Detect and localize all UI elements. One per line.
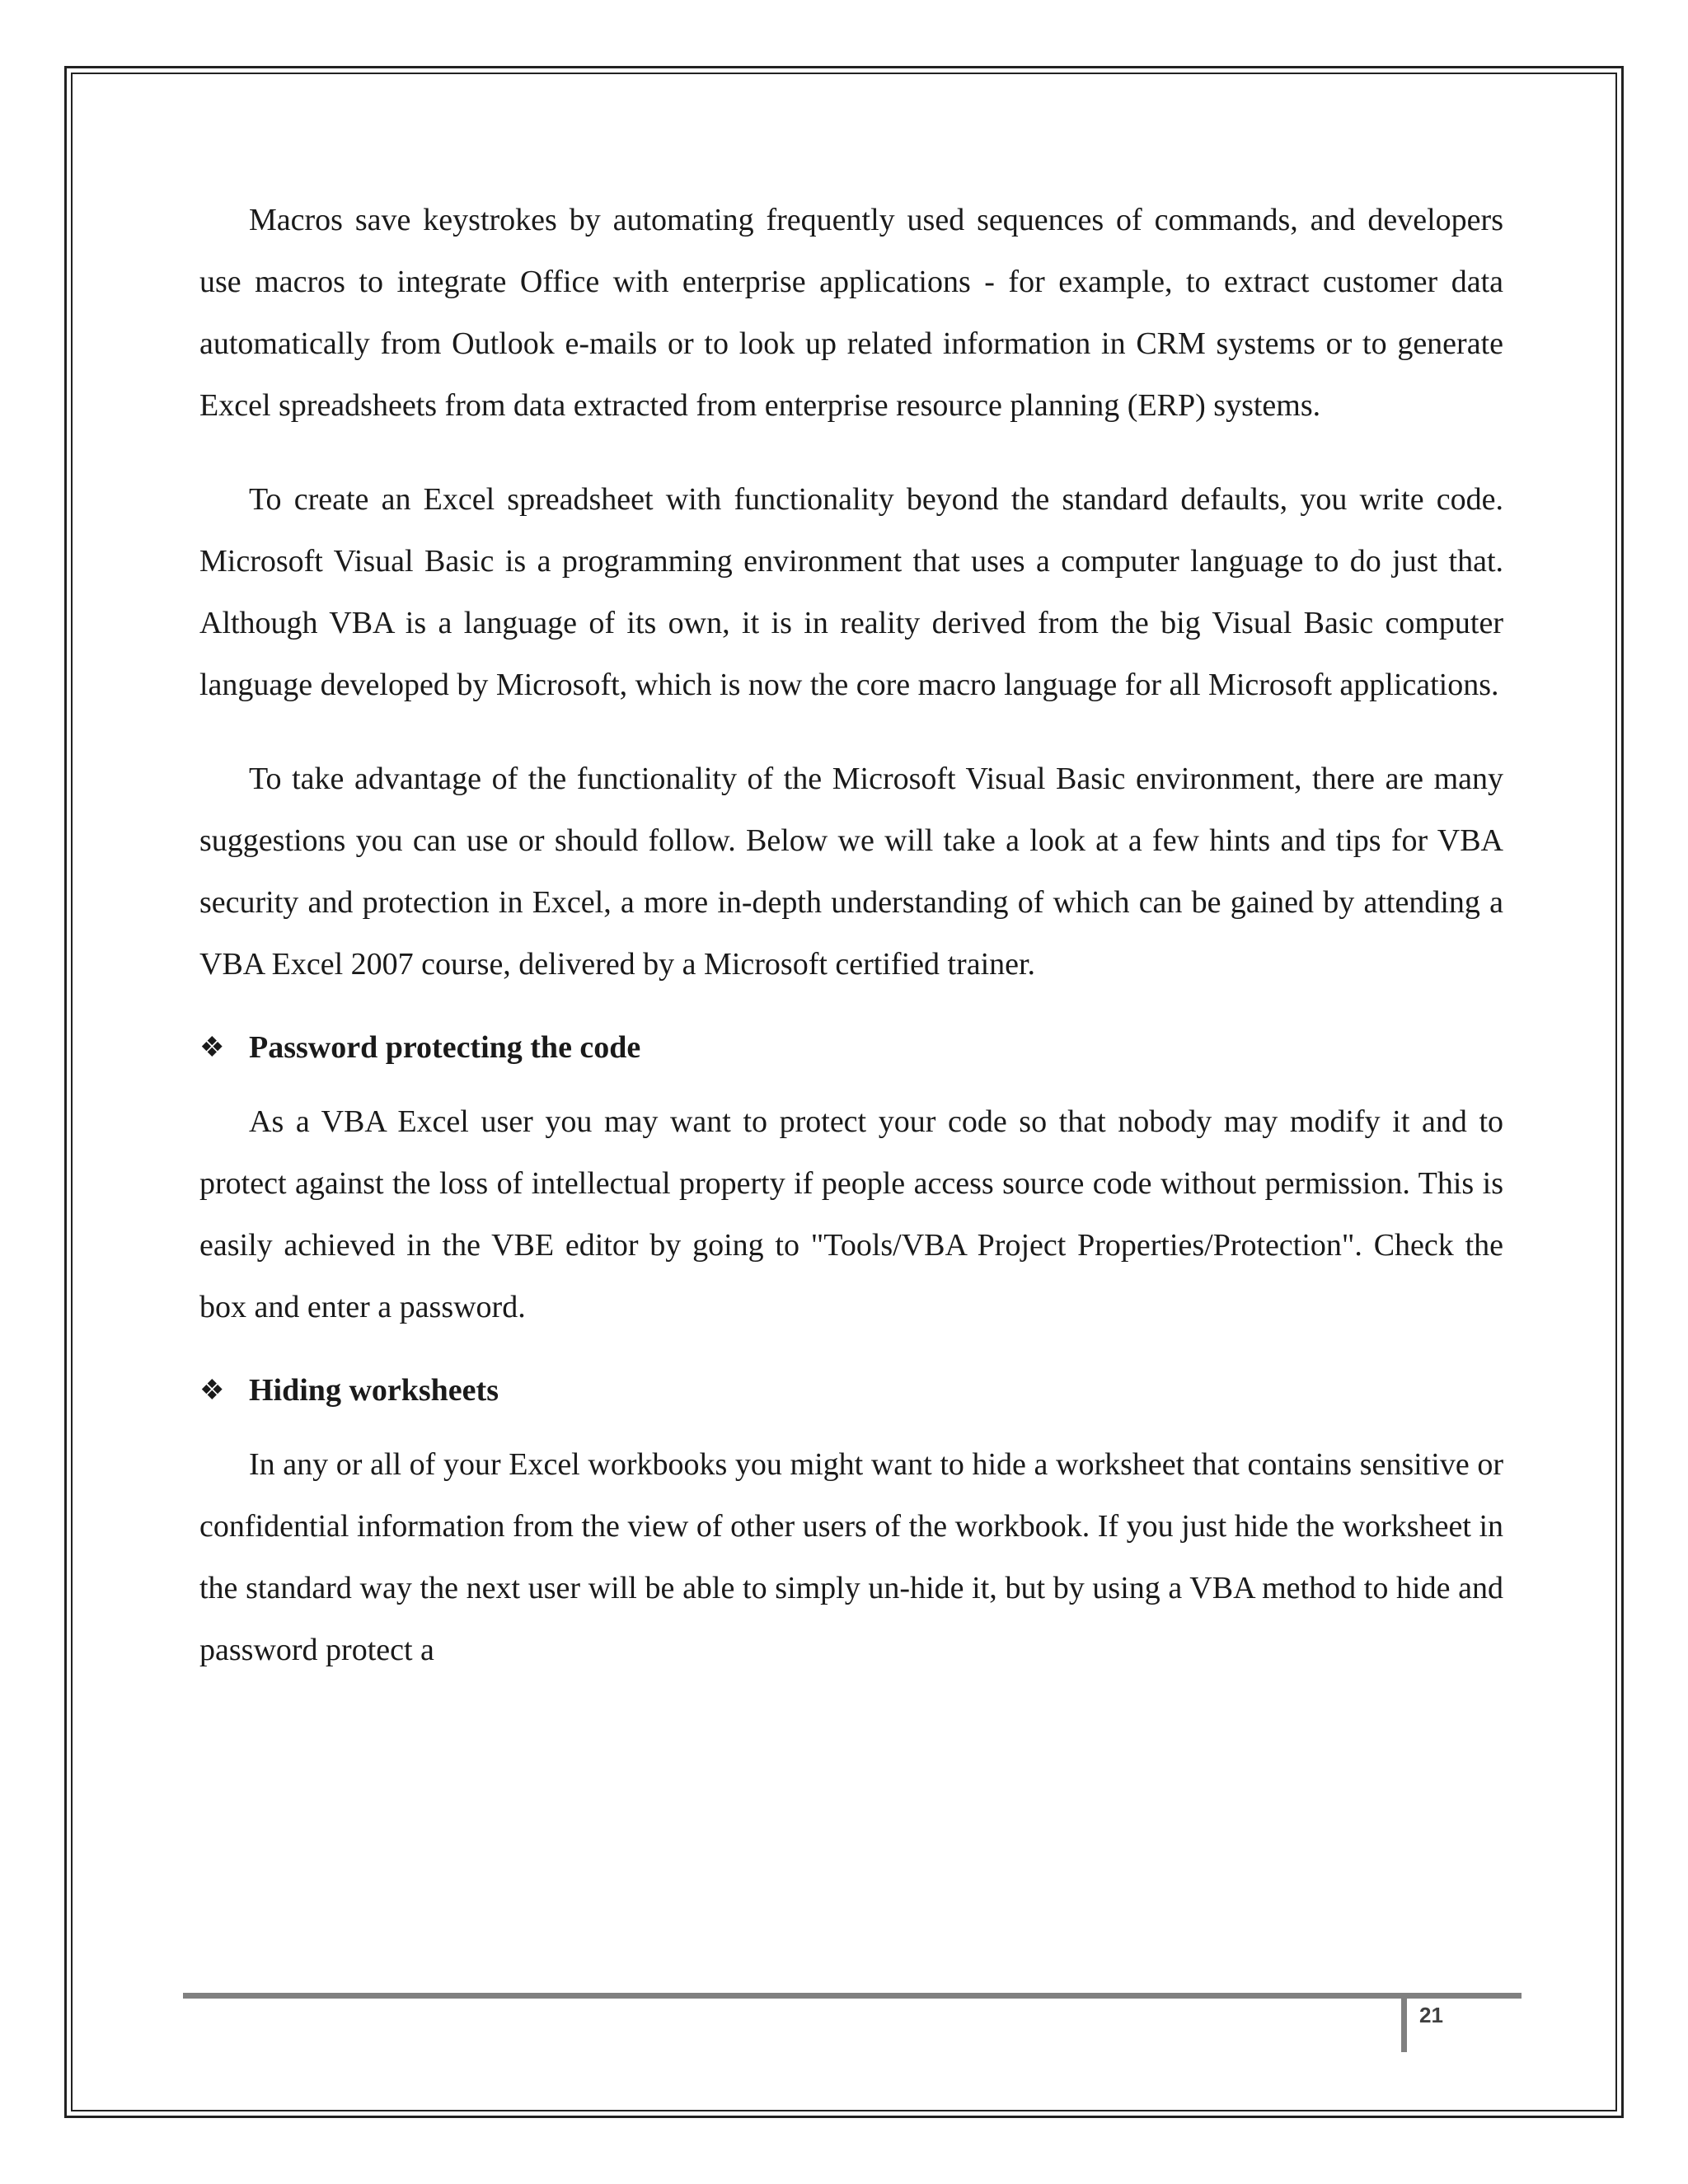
footer-divider [1401, 1993, 1407, 2052]
page-number: 21 [1419, 2003, 1443, 2027]
page-content [199, 190, 1503, 1681]
paragraph-functionality: To take advantage of the functionality of the Microsoft Visual Basic environment, there are many suggestions you can use or should follow. Below we will take a look at a few hints and tips for VBA security and protection in Excel, a more in-depth understanding of which can be gained by attending a VBA Excel 2007 course, delivered by a Microsoft certified trainer. [199, 762, 1503, 982]
section-heading-hiding [199, 1360, 1503, 1422]
section-heading-password [199, 1017, 1503, 1079]
section-heading-text: Hiding worksheets [249, 1373, 499, 1408]
paragraph-macros: Macros save keystrokes by automating frequently used sequences of commands, and developers use macros to integrate Office with enterprise applications - for example, to extract customer data automatically from Outlook e-mails or to look up related information in CRM systems or to generate Excel spreadsheets from data extracted from enterprise resource planning (ERP) systems. [199, 203, 1503, 423]
diamond-bullet-icon: ❖ [199, 1376, 225, 1406]
section-heading-text: Password protecting the code [249, 1030, 641, 1065]
paragraph-hiding-worksheets: In any or all of your Excel workbooks you might want to hide a worksheet that contains sensitive or confidential information from the view of other users of the workbook. If you just hide the worksheet in the standard way the next user will be able to simply un-hide it, but by using a VBA method to hide and password protect a [199, 1447, 1503, 1667]
footer-rule [183, 1993, 1522, 1999]
paragraph-create-spreadsheet: To create an Excel spreadsheet with functionality beyond the standard defaults, you write code. Microsoft Visual Basic is a programming environment that uses a computer language to do just that. Although VBA is a language of its own, it is in reality derived from the big Visual Basic computer language developed by Microsoft, which is now the core macro language for all Microsoft applications. [199, 482, 1503, 702]
diamond-bullet-icon: ❖ [199, 1033, 225, 1063]
paragraph-password-protection: As a VBA Excel user you may want to protect your code so that nobody may modify it and to protect against the loss of intellectual property if people access source code without permission. This is easily achieved in the VBE editor by going to "Tools/VBA Project Properties/Protection". Check the box and enter a password. [199, 1104, 1503, 1324]
